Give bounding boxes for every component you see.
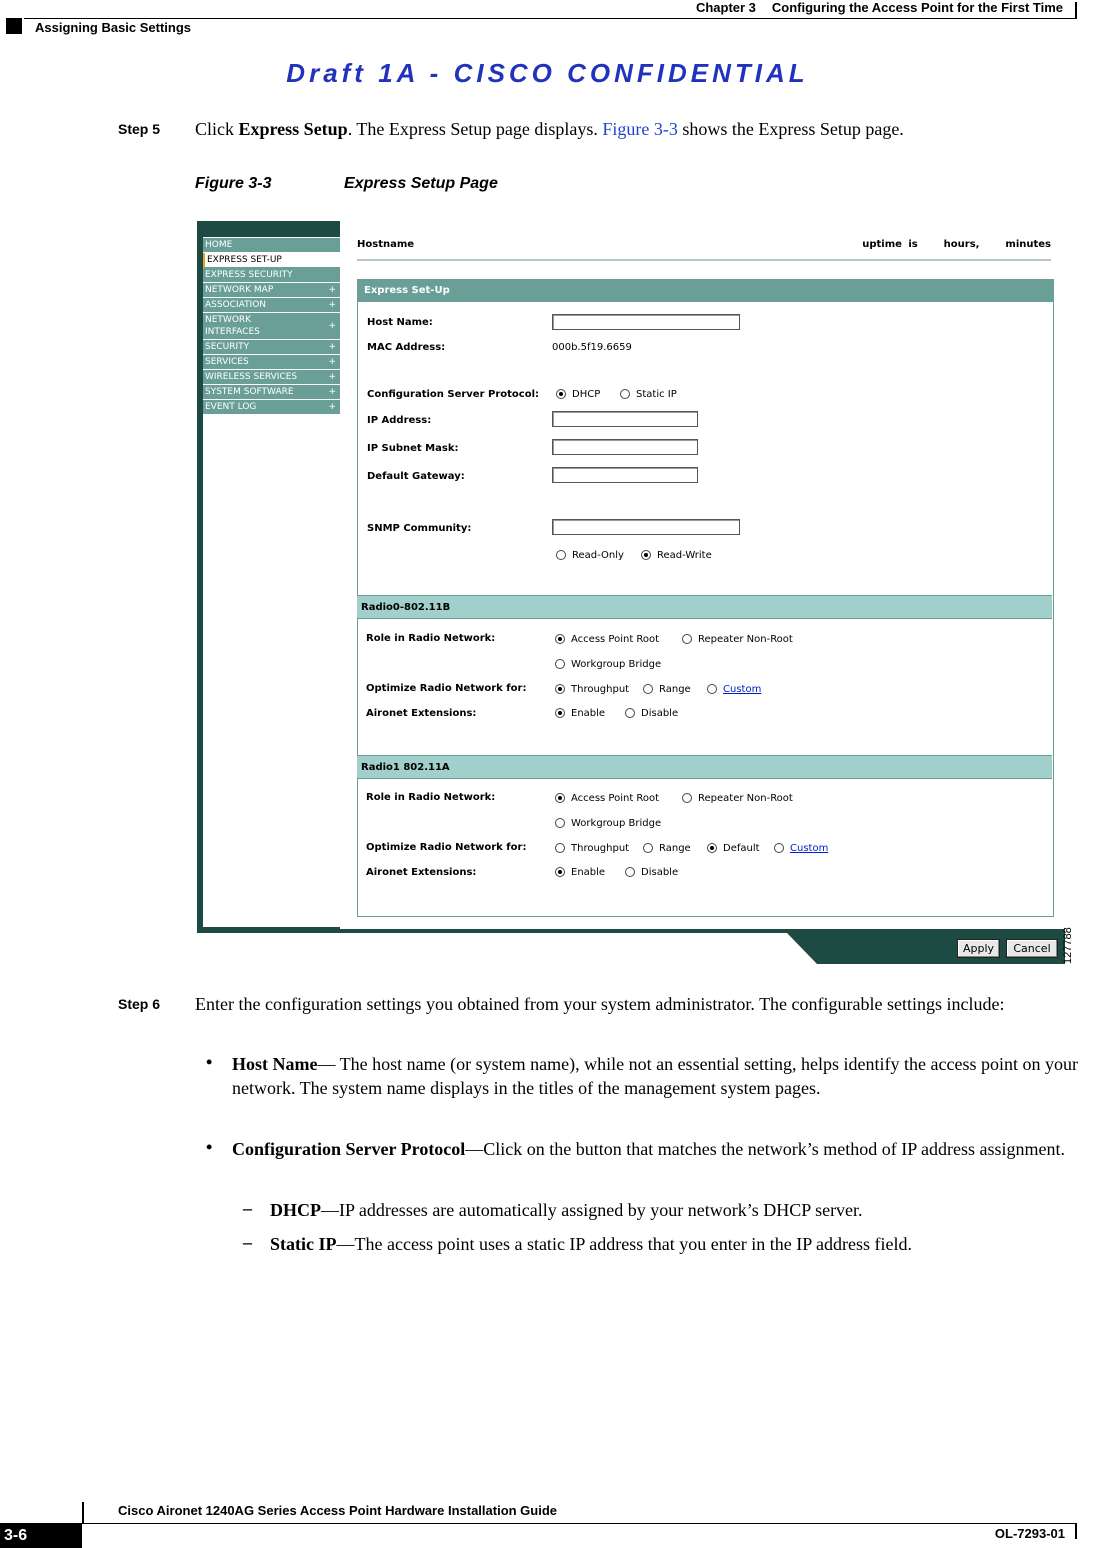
expand-plus-icon[interactable]: +	[328, 285, 336, 295]
bullet-host-name-term: Host Name	[232, 1054, 318, 1074]
radio-sections	[357, 279, 1052, 915]
radio1-disable-radio[interactable]	[625, 867, 635, 877]
radio0-throughput-label: Throughput	[571, 684, 630, 695]
expand-plus-icon[interactable]: +	[328, 357, 336, 367]
radio0-repeater-label: Repeater Non-Root	[698, 634, 793, 645]
header-tab	[6, 18, 22, 34]
chapter-header	[696, 0, 1077, 15]
bullet-dot: •	[206, 1052, 213, 1072]
step5-text	[195, 117, 904, 141]
document-code: OL-7293-01	[994, 1526, 1065, 1541]
subitem-dhcp	[270, 1198, 1080, 1222]
mac-address-value: 000b.5f19.6659	[552, 342, 632, 353]
nav-item-system-software[interactable]	[203, 385, 340, 400]
host-name-label: Host Name:	[367, 317, 433, 328]
nav-label: ASSOCIATION	[205, 300, 267, 310]
figure-number: Figure 3-3	[195, 175, 272, 192]
figure-caption: Express Setup Page	[344, 175, 498, 192]
hostname-label: Hostname	[357, 239, 415, 250]
nav-label: EXPRESS SECURITY	[205, 270, 293, 280]
nav-item-services[interactable]	[203, 355, 340, 370]
radio0-optimize-label: Optimize Radio Network for:	[366, 683, 527, 694]
subitem-static-ip-desc: —The access point uses a static IP address that you enter in the IP address field.	[336, 1234, 913, 1254]
radio0-disable-label: Disable	[641, 708, 679, 719]
step5-bold: Express Setup	[238, 119, 348, 139]
expand-plus-icon[interactable]: +	[328, 402, 336, 412]
subitem-static-ip-term: Static IP	[270, 1234, 337, 1254]
expand-plus-icon[interactable]: +	[328, 342, 336, 352]
ip-address-label: IP Address:	[367, 415, 432, 426]
step5-label: Step 5	[118, 121, 161, 137]
mac-address-label: MAC Address:	[367, 342, 446, 353]
radio1-access-point-root-radio[interactable]	[555, 793, 565, 803]
radio0-custom-radio[interactable]	[707, 684, 717, 694]
subitem-dhcp-desc: —IP addresses are automatically assigned by your network’s DHCP server.	[321, 1200, 863, 1220]
nav-label: NETWORK	[205, 315, 252, 325]
bullet-host-name	[232, 1052, 1082, 1100]
nav-item-security[interactable]	[203, 340, 340, 355]
step6-text: Enter the configuration settings you obtained from your system administrator. The configurable settings include:	[195, 994, 1005, 1014]
step6-label: Step 6	[118, 996, 161, 1012]
radio1-workgroup-bridge-radio[interactable]	[555, 818, 565, 828]
radio0-workgroup-bridge-radio[interactable]	[555, 659, 565, 669]
chapter-title: Configuring the Access Point for the First Time	[771, 0, 1063, 15]
step5-post: shows the Express Setup page.	[677, 119, 904, 139]
nav-label-line2: INTERFACES	[205, 327, 260, 337]
config-server-protocol-label: Configuration Server Protocol:	[367, 389, 540, 400]
radio0-access-point-root-radio[interactable]	[555, 634, 565, 644]
read-write-label: Read-Write	[657, 550, 712, 561]
bullet-config-server-protocol	[232, 1137, 1082, 1161]
ip-subnet-mask-label: IP Subnet Mask:	[367, 443, 459, 454]
figure-link[interactable]: Figure 3-3	[602, 119, 678, 139]
footer-right-tick	[1075, 1523, 1077, 1539]
nav-label: SERVICES	[205, 357, 249, 367]
read-only-label: Read-Only	[572, 550, 624, 561]
section-title: Assigning Basic Settings	[35, 20, 192, 35]
radio1-role-label: Role in Radio Network:	[366, 792, 496, 803]
radio1-enable-radio[interactable]	[555, 867, 565, 877]
radio1-repeater-label: Repeater Non-Root	[698, 793, 793, 804]
nav-item-home[interactable]	[203, 238, 340, 253]
nav-item-wireless-services[interactable]	[203, 370, 340, 385]
screenshot-bottom	[197, 929, 1065, 964]
nav-label: SECURITY	[205, 342, 250, 352]
nav-label: HOME	[205, 240, 233, 250]
radio1-title: Radio1 802.11A	[357, 755, 1052, 779]
expand-plus-icon[interactable]: +	[328, 387, 336, 397]
bullet-host-name-desc: — The host name (or system name), while not an essential setting, helps identify the access point on your network. The system name displays in the titles of the management system pages.	[232, 1054, 1078, 1098]
radio0-enable-label: Enable	[571, 708, 606, 719]
top-divider	[357, 259, 1051, 261]
bullet-dot: •	[206, 1137, 213, 1157]
radio1-range-radio[interactable]	[643, 843, 653, 853]
radio1-throughput-label: Throughput	[571, 843, 630, 854]
header-rule	[24, 18, 1077, 19]
expand-plus-icon[interactable]: +	[328, 300, 336, 310]
radio1-default-label: Default	[723, 843, 760, 854]
radio1-access-point-root-label: Access Point Root	[571, 793, 660, 804]
subitem-dhcp-term: DHCP	[270, 1200, 321, 1220]
radio0-custom-link[interactable]: Custom	[723, 684, 762, 695]
cancel-button[interactable]: Cancel	[1006, 939, 1058, 958]
nav-menu	[203, 238, 340, 415]
radio1-repeater-radio[interactable]	[682, 793, 692, 803]
radio0-range-label: Range	[659, 684, 691, 695]
radio0-aironet-label: Aironet Extensions:	[366, 708, 477, 719]
nav-item-association[interactable]	[203, 298, 340, 313]
nav-label: WIRELESS SERVICES	[205, 372, 298, 382]
dash-marker: –	[243, 1232, 252, 1252]
radio1-throughput-radio[interactable]	[555, 843, 565, 853]
step5-pre: Click	[195, 119, 239, 139]
figure-id	[1062, 918, 1078, 964]
step5-mid: . The Express Setup page displays.	[347, 119, 603, 139]
radio1-disable-label: Disable	[641, 867, 679, 878]
radio1-aironet-label: Aironet Extensions:	[366, 867, 477, 878]
page-number: 3-6	[0, 1523, 82, 1548]
footer-title: Cisco Aironet 1240AG Series Access Point Hardware Installation Guide	[118, 1503, 558, 1518]
bullet-csp-desc: —Click on the button that matches the network’s method of IP address assignment.	[465, 1139, 1066, 1159]
nav-label: EVENT LOG	[205, 402, 257, 412]
nav-label: SYSTEM SOFTWARE	[205, 387, 294, 397]
express-setup-title: Express Set-Up	[358, 280, 1053, 302]
radio1-enable-label: Enable	[571, 867, 606, 878]
footer-tick	[82, 1502, 84, 1523]
radio0-repeater-radio[interactable]	[682, 634, 692, 644]
nav-item-network-interfaces[interactable]	[203, 313, 340, 340]
apply-button[interactable]: Apply	[957, 939, 1000, 958]
nav-label: NETWORK MAP	[205, 285, 274, 295]
subitem-static-ip	[270, 1232, 1080, 1256]
radio1-range-label: Range	[659, 843, 691, 854]
radio0-throughput-radio[interactable]	[555, 684, 565, 694]
expand-plus-icon[interactable]: +	[328, 372, 336, 382]
nav-item-express-setup[interactable]	[203, 253, 340, 268]
nav-item-express-security[interactable]	[203, 268, 340, 283]
radio0-range-radio[interactable]	[643, 684, 653, 694]
expand-plus-icon[interactable]: +	[328, 321, 336, 331]
nav-item-network-map[interactable]	[203, 283, 340, 298]
nav-label: EXPRESS SET-UP	[207, 255, 282, 265]
radio1-optimize-label: Optimize Radio Network for:	[366, 842, 527, 853]
default-gateway-label: Default Gateway:	[367, 471, 465, 482]
chapter-number: Chapter 3	[695, 0, 756, 15]
radio0-role-label: Role in Radio Network:	[366, 633, 496, 644]
static-ip-label: Static IP	[636, 389, 677, 400]
bullet-csp-term: Configuration Server Protocol	[232, 1139, 466, 1159]
radio0-enable-radio[interactable]	[555, 708, 565, 718]
radio1-default-radio[interactable]	[707, 843, 717, 853]
snmp-community-label: SNMP Community:	[367, 523, 472, 534]
radio0-workgroup-bridge-label: Workgroup Bridge	[571, 659, 662, 670]
dhcp-label: DHCP	[572, 389, 601, 400]
uptime-label: uptime is hours, minutes	[862, 239, 1051, 250]
figure-id-text: 127788	[1062, 927, 1074, 964]
radio1-custom-link[interactable]: Custom	[790, 843, 829, 854]
radio0-disable-radio[interactable]	[625, 708, 635, 718]
radio1-custom-radio[interactable]	[774, 843, 784, 853]
dash-marker: –	[243, 1198, 252, 1218]
draft-watermark: Draft 1A - CISCO CONFIDENTIAL	[286, 58, 809, 88]
footer-rule	[0, 1523, 1077, 1524]
nav-item-event-log[interactable]	[203, 400, 340, 415]
radio1-workgroup-bridge-label: Workgroup Bridge	[571, 818, 662, 829]
radio0-access-point-root-label: Access Point Root	[571, 634, 660, 645]
radio0-title: Radio0-802.11B	[357, 595, 1052, 619]
